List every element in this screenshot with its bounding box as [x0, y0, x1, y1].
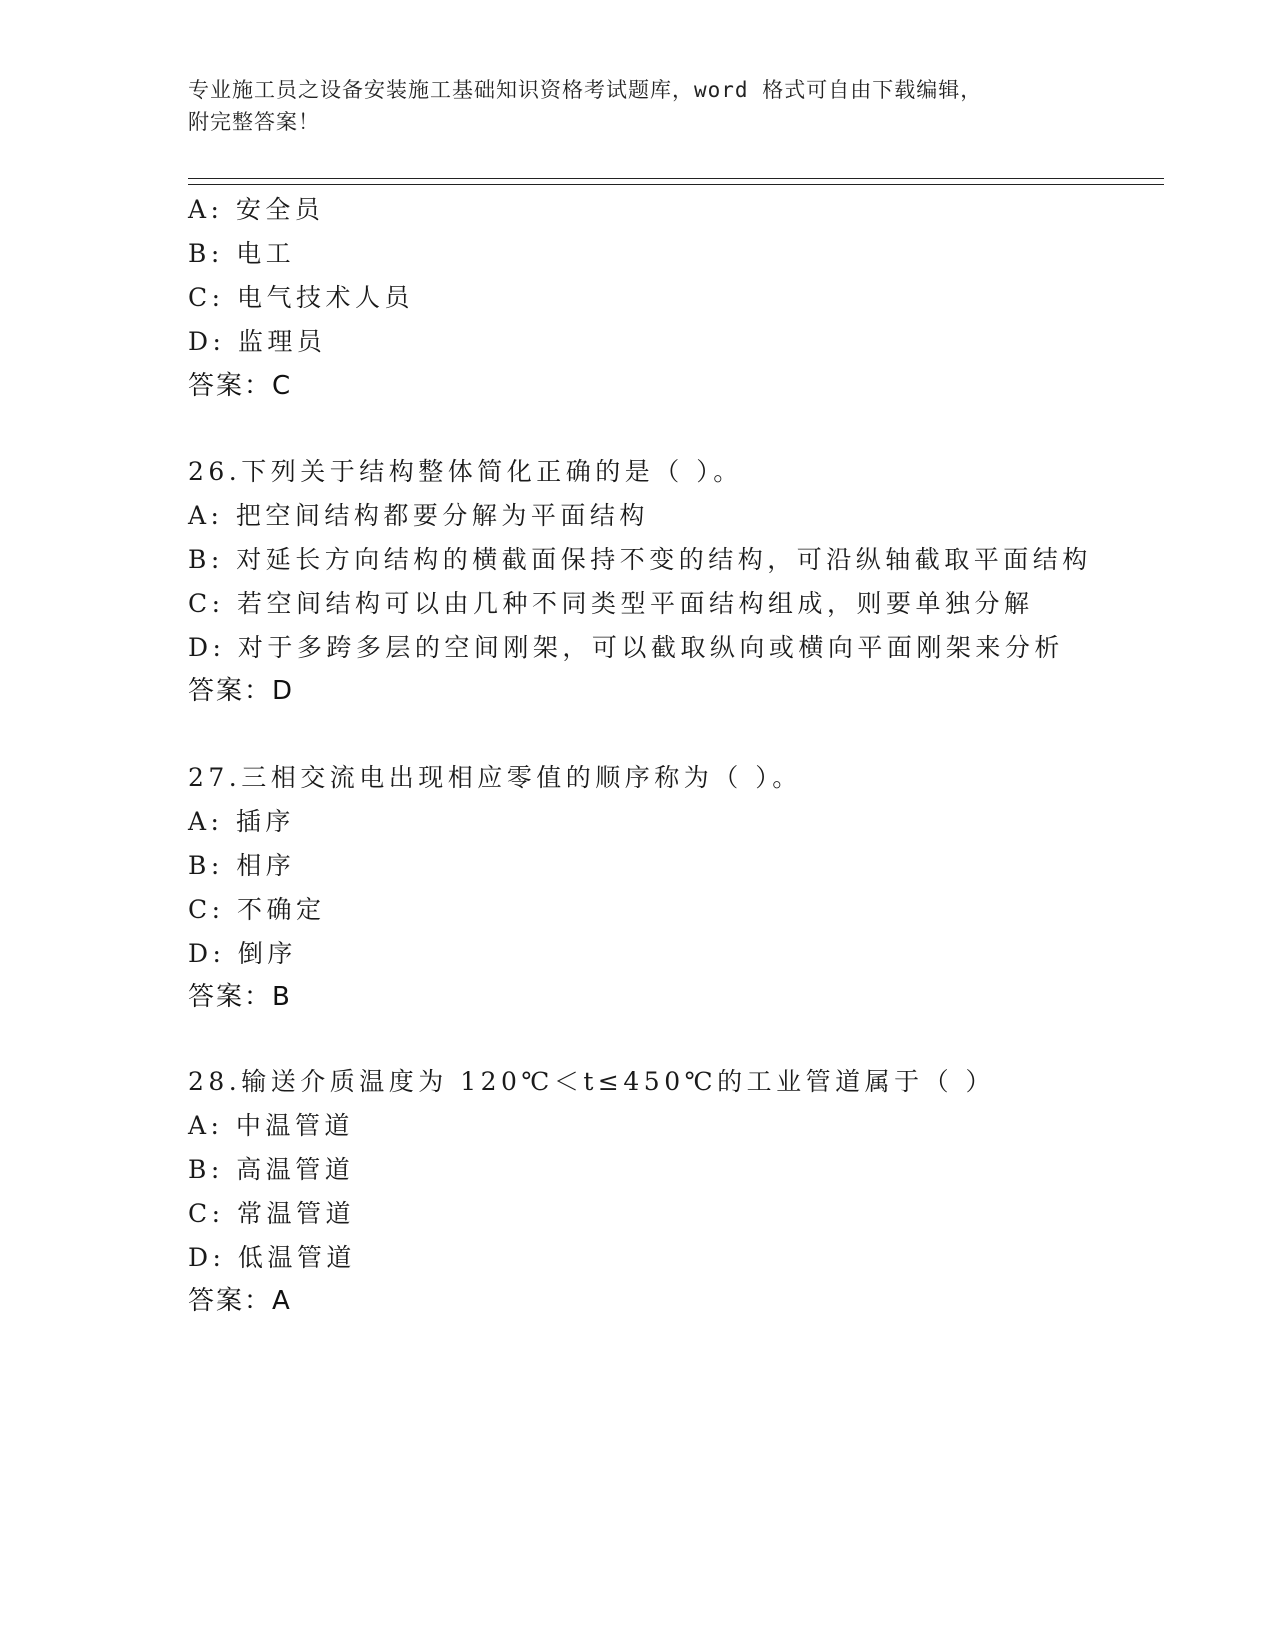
option-b: B: 高温管道	[188, 1155, 355, 1184]
question-text: 26.下列关于结构整体简化正确的是（ ）。	[188, 457, 743, 486]
option-b: B: 对延长方向结构的横截面保持不变的结构，可沿纵轴截取平面结构	[188, 545, 1092, 574]
question-text: 27.三相交流电出现相应零值的顺序称为（ ）。	[188, 763, 802, 792]
option-c: C: 常温管道	[188, 1199, 355, 1228]
option-c: C: 不确定	[188, 895, 326, 924]
option-d: D: 低温管道	[188, 1243, 356, 1272]
option-d: D: 监理员	[188, 327, 327, 356]
option-a: A: 插序	[188, 807, 295, 836]
option-a: A: 安全员	[188, 195, 325, 224]
header-line-1: 专业施工员之设备安装施工基础知识资格考试题库，word 格式可自由下载编辑，	[188, 78, 983, 102]
answer: 答案：B	[188, 982, 292, 1012]
question-text: 28.输送介质温度为 120℃＜t≤450℃的工业管道属于（ ）	[188, 1067, 996, 1096]
option-a: A: 把空间结构都要分解为平面结构	[188, 501, 649, 530]
answer: 答案：C	[188, 371, 293, 401]
answer: 答案：D	[188, 676, 295, 706]
header-divider-top	[188, 178, 1164, 179]
option-d: D: 对于多跨多层的空间刚架，可以截取纵向或横向平面刚架来分析	[188, 633, 1064, 662]
option-d: D: 倒序	[188, 939, 297, 968]
header-line-2: 附完整答案！	[188, 110, 320, 134]
option-c: C: 若空间结构可以由几种不同类型平面结构组成，则要单独分解	[188, 589, 1034, 618]
document-header	[188, 74, 1088, 138]
header-divider-bottom	[188, 184, 1164, 185]
option-b: B: 相序	[188, 851, 296, 880]
option-b: B: 电工	[188, 239, 296, 268]
answer: 答案：A	[188, 1286, 292, 1316]
option-c: C: 电气技术人员	[188, 283, 414, 312]
option-a: A: 中温管道	[188, 1111, 354, 1140]
